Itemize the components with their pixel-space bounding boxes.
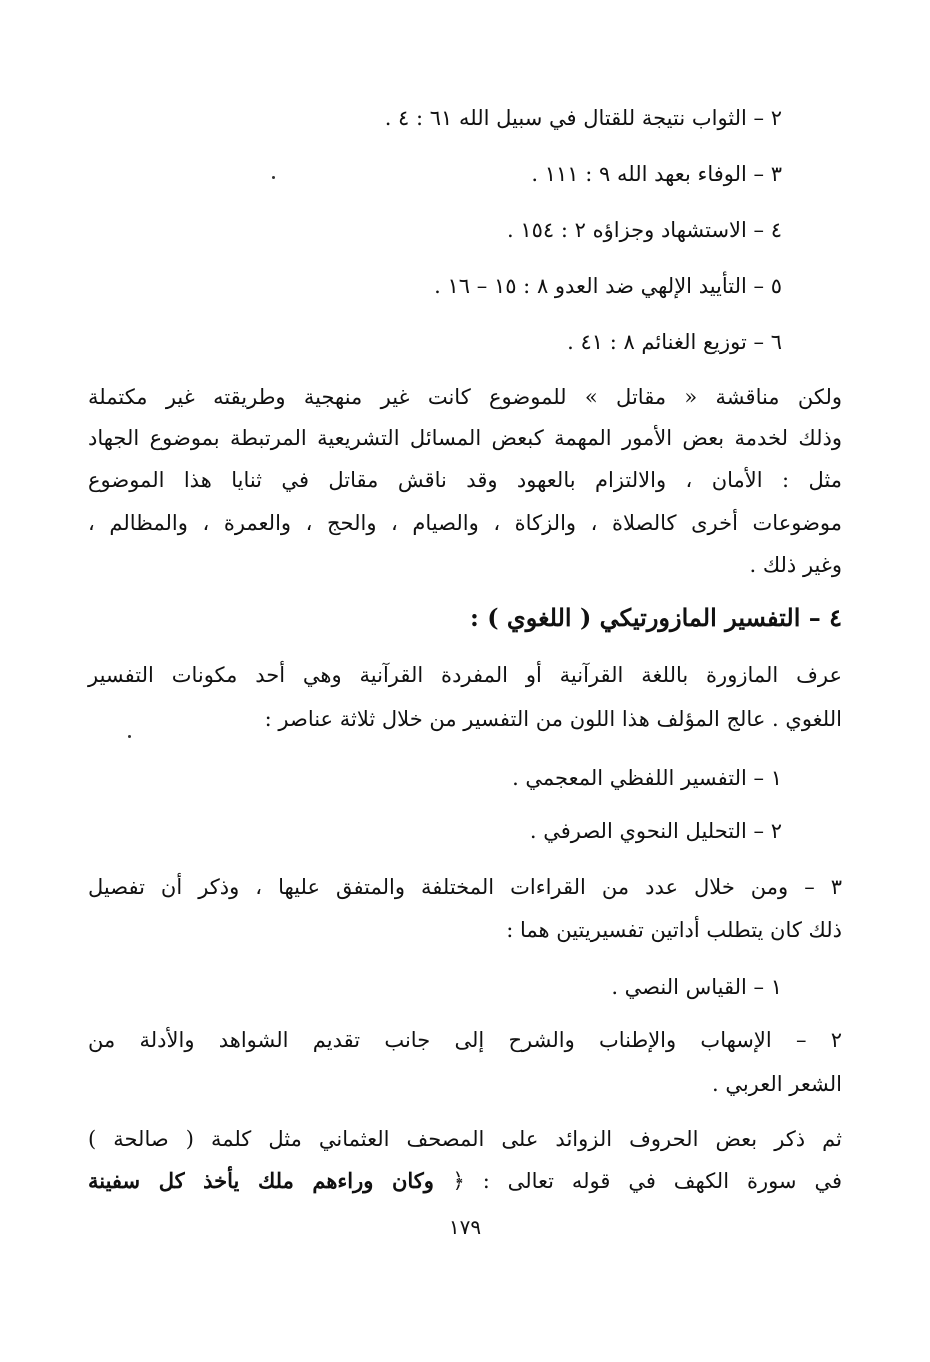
scan-speck (128, 735, 131, 738)
list-item: ١ – القياس النصي . (611, 975, 782, 999)
list-item: ٦ – توزيع الغنائم ٨ : ٤١ . (567, 330, 782, 354)
paragraph-line: وغير ذلك . (749, 553, 842, 577)
paragraph-line: ذلك كان يتطلب أداتين تفسيريتين هما : (506, 918, 842, 942)
paragraph-line: وذلك لخدمة بعض الأمور المهمة كبعض المسائل التشريعية المرتبطة بموضوع الجهاد (88, 426, 842, 450)
paragraph-line: مثل : الأمان ، والالتزام بالعهود وقد ناقش مقاتل في ثنايا هذا الموضوع (88, 468, 842, 492)
list-item: ٤ – الاستشهاد وجزاؤه ٢ : ١٥٤ . (507, 218, 782, 242)
paragraph-text: في سورة الكهف في قوله تعالى : ﴿ (452, 1169, 842, 1193)
list-item: ٣ – الوفاء بعهد الله ٩ : ١١١ . (531, 162, 782, 186)
paragraph-line: ٢ – الإسهاب والإطناب والشرح إلى جانب تقديم الشواهد والأدلة من (88, 1028, 842, 1052)
page-number: ١٧٩ (448, 1215, 482, 1239)
paragraph-line: ٣ – ومن خلال عدد من القراءات المختلفة والمتفق عليها ، وذكر أن تفصيل (88, 875, 842, 899)
paragraph-line: ثم ذكر بعض الحروف الزوائد على المصحف العثماني مثل كلمة ( صالحة ) (88, 1127, 842, 1151)
paragraph-line: ولكن مناقشة « مقاتل » للموضوع كانت غير منهجية وطريقته غير مكتملة (88, 385, 842, 409)
section-heading: ٤ – التفسير المازورتيكي ( اللغوي ) : (469, 603, 842, 632)
paragraph-line: الشعر العربي . (711, 1072, 842, 1096)
paragraph-line: موضوعات أخرى كالصلاة ، والزكاة ، والصيام ، والحج ، والعمرة ، والمظالم ، (88, 511, 842, 535)
paragraph-line (88, 1166, 842, 1196)
list-item: ٢ – التحليل النحوي الصرفي . (529, 819, 782, 843)
scan-speck (272, 176, 275, 179)
paragraph-line: اللغوي . عالج المؤلف هذا اللون من التفسير من خلال ثلاثة عناصر : (264, 707, 842, 731)
list-item: ١ – التفسير اللفظي المعجمي . (512, 766, 782, 790)
list-item: ٥ – التأييد الإلهي ضد العدو ٨ : ١٥ – ١٦ . (434, 274, 782, 298)
quran-verse-text: وكان وراءهم ملك يأخذ كل سفينة (88, 1168, 453, 1193)
paragraph-line: عرف المازورة باللغة القرآنية أو المفردة القرآنية وهي أحد مكونات التفسير (88, 663, 842, 687)
list-item: ٢ – الثواب نتيجة للقتال في سبيل الله ٦١ : ٤ . (384, 106, 782, 130)
